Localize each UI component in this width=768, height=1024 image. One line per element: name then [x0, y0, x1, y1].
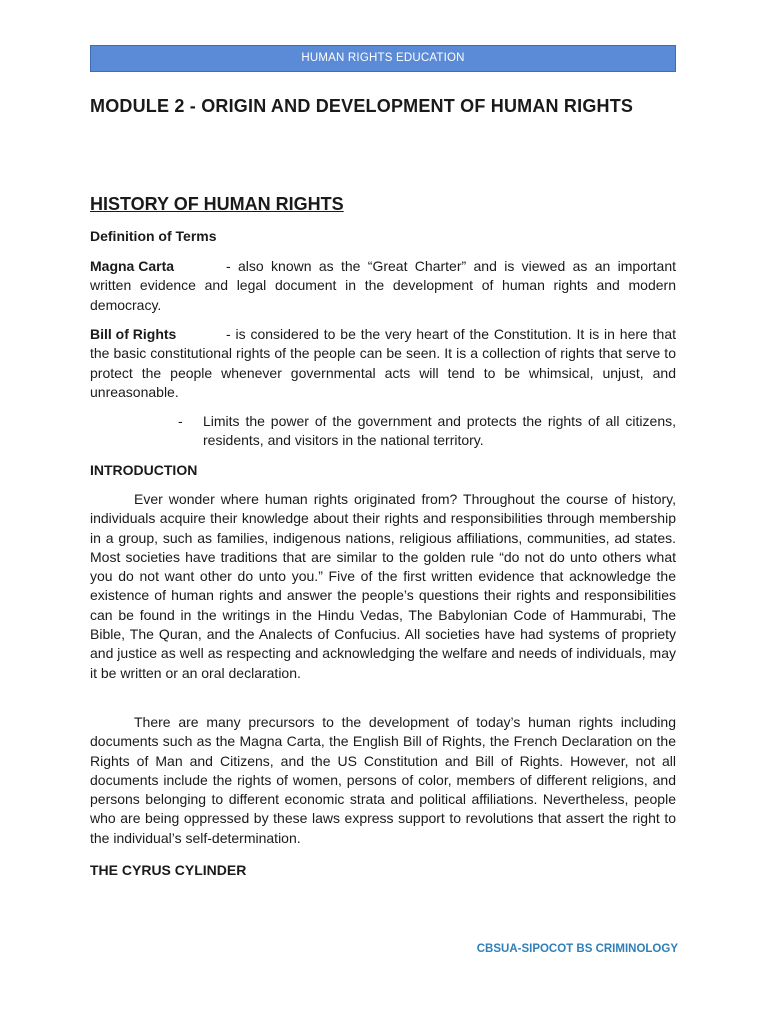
introduction-paragraph-2: There are many precursors to the development of today’s human rights including documents such as the Magna Carta, the English Bill of Rights, the French Declaration on the Rights of Man and Citizens, and the US Constitution and Bill of Rights. However, not all documents include the rights of women, persons of color, members of different religions, and persons belonging to different economic strata and political affiliations. Nevertheless, people who are being oppressed by these laws express support to revolutions that assert the right to the individual’s self-determination. [90, 714, 676, 846]
header-banner: HUMAN RIGHTS EDUCATION [90, 45, 676, 72]
magna-carta-definition [90, 257, 676, 315]
bill-of-rights-text: - is considered to be the very heart of the Constitution. It is in here that the basic constitutional rights of the people can be seen. It is a collection of rights that serve to protect the people whenever governmental acts will tend to be whimsical, unjust, and unreasonable. [90, 326, 676, 400]
introduction-paragraph-1: Ever wonder where human rights originated from? Throughout the course of history, individuals acquire their knowledge about their rights and responsibilities through membership in a group, such as families, indigenous nations, religious affiliations, communities, ad states. Most societies have traditions that are similar to the golden rule “do not do unto others what you do not want other do unto you.” Five of the first written evidence that acknowledge the existence of human rights and answer the people’s questions their rights and responsibilities can be found in the writings in the Hindu Vedas, The Babylonian Code of Hammurabi, The Bible, The Quran, and the Analects of Confucius. All societies have had systems of propriety and justice as well as respecting and acknowledging the welfare and needs of individuals, may it be written or an oral declaration. [90, 491, 676, 681]
bill-of-rights-bullet [178, 412, 676, 451]
bullet-text: Limits the power of the government and protects the rights of all citizens, residents, and visitors in the national territory. [203, 413, 676, 449]
introduction-heading: INTRODUCTION [90, 462, 198, 478]
cyrus-cylinder-heading: THE CYRUS CYLINDER [90, 862, 247, 878]
bill-of-rights-term: Bill of Rights [90, 326, 177, 342]
definitions-heading: Definition of Terms [90, 228, 217, 244]
history-heading: HISTORY OF HUMAN RIGHTS [90, 194, 344, 214]
footer-text: CBSUA-SIPOCOT BS CRIMINOLOGY [476, 943, 678, 955]
module-title: MODULE 2 - ORIGIN AND DEVELOPMENT OF HUMAN RIGHTS [90, 96, 634, 116]
magna-carta-text: - also known as the “Great Charter” and is viewed as an important written evidence and legal document in the development of human rights and modern democracy. [90, 258, 676, 313]
bullet-dash: - [178, 413, 183, 429]
bill-of-rights-definition [90, 325, 676, 402]
magna-carta-term: Magna Carta [90, 258, 175, 274]
